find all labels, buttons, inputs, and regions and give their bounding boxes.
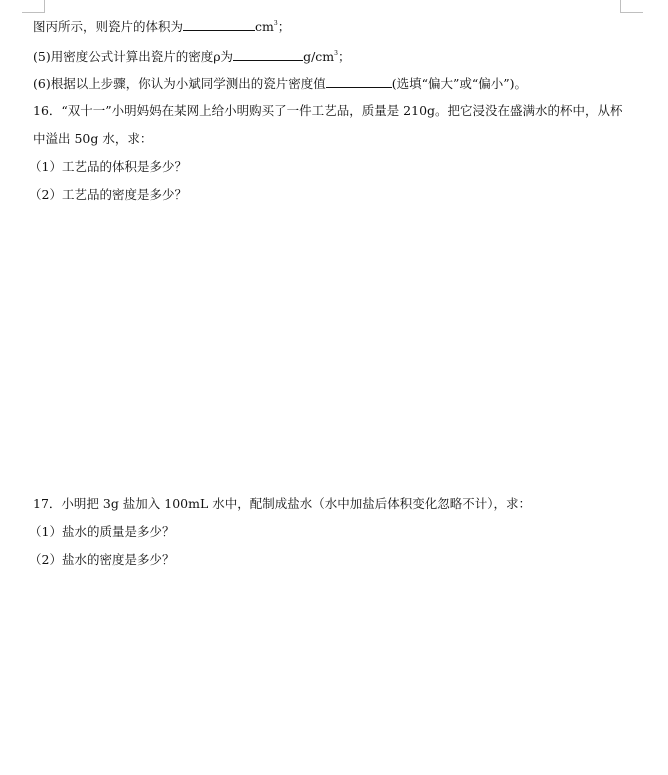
density-unit: g/cm (303, 49, 335, 64)
judgement-end: (选填“偏大”或“偏小”)。 (391, 76, 528, 91)
volume-unit: cm (255, 19, 274, 34)
question-17-stem: 17．小明把 3g 盐加入 100mL 水中，配制成盐水（水中加盐后体积变化忽略不计），求： (33, 496, 532, 511)
judgement-answer-blank[interactable] (326, 75, 392, 88)
page-corner-mark-left (22, 0, 45, 13)
volume-text: 图丙所示，则瓷片的体积为 (33, 19, 184, 34)
density-answer-blank[interactable] (233, 48, 303, 61)
question-16-sub2: （2）工艺品的密度是多少？ (29, 187, 187, 202)
volume-unit-superscript: 3 (273, 20, 278, 27)
question-line-volume (33, 18, 290, 35)
density-unit-superscript: 3 (334, 50, 338, 57)
question-16-stem-line2: 中溢出 50g 水，求： (33, 131, 153, 146)
question-16-sub1: （1）工艺品的体积是多少？ (29, 159, 187, 174)
volume-answer-blank[interactable] (183, 18, 255, 31)
density-text: (5)用密度公式计算出瓷片的密度ρ为 (33, 49, 234, 64)
question-16-stem-line1: 16．“双十一”小明妈妈在某网上给小明购买了一件工艺品，质量是 210g。把它浸没在盛满水的杯中，从杯 (33, 103, 623, 118)
question-line-density (33, 48, 350, 65)
volume-end: ； (277, 19, 291, 34)
question-17-sub2: （2）盐水的密度是多少？ (29, 552, 175, 567)
judgement-text: (6)根据以上步骤，你认为小斌同学测出的瓷片密度值 (33, 76, 326, 91)
question-line-judgement (33, 75, 527, 92)
density-end: ； (337, 49, 351, 64)
question-17-sub1: （1）盐水的质量是多少？ (29, 524, 175, 539)
page-corner-mark-right (620, 0, 643, 13)
